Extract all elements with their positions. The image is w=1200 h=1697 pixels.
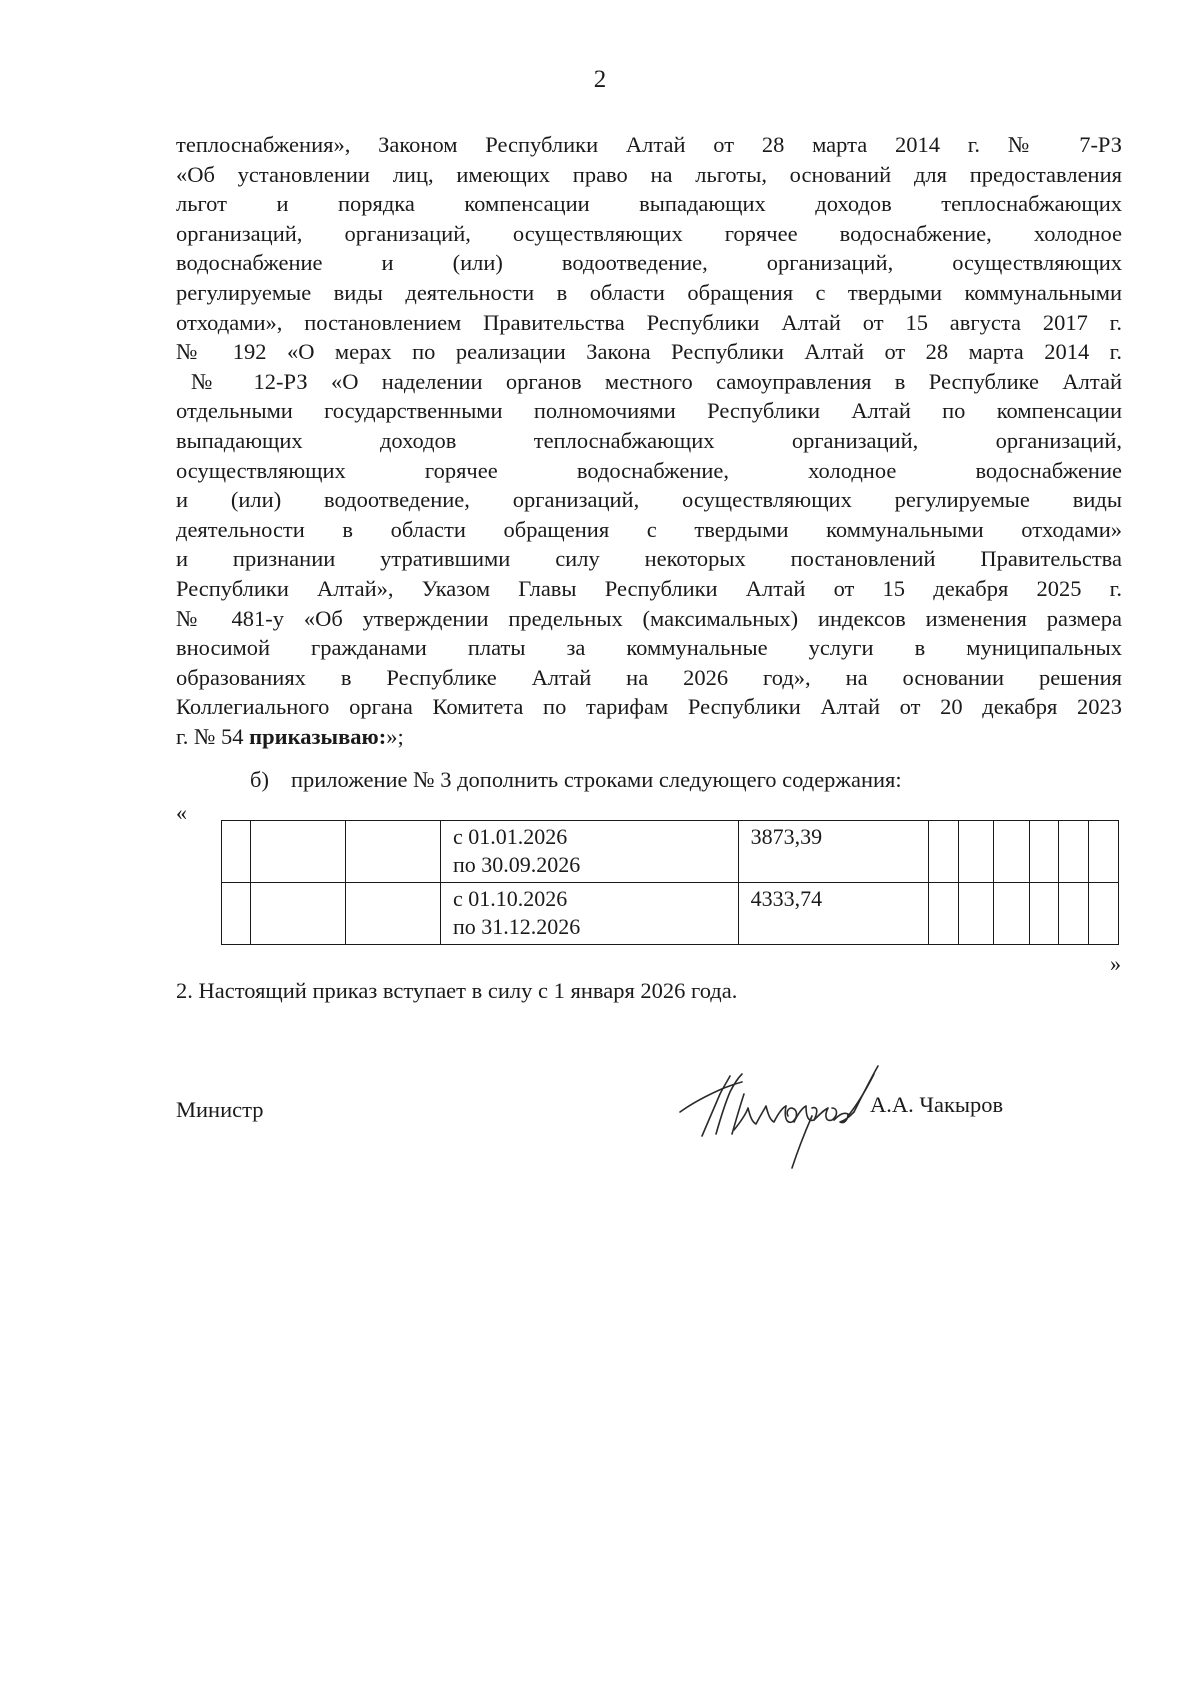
text-line: отдельными государственными полномочиями Республики Алтай по компенсации [176, 398, 1122, 424]
text-line: № 12-РЗ «О наделении органов местного самоуправления в Республике Алтай [191, 368, 1122, 394]
text-line-final [176, 722, 1122, 752]
text-line: вносимой гражданами платы за коммунальные услуги в муниципальных [176, 635, 1122, 661]
text-line: и (или) водоотведение, организаций, осуществляющих регулируемые виды [176, 487, 1122, 513]
text-line: № 192 «О мерах по реализации Закона Республики Алтай от 28 марта 2014 г. [176, 339, 1122, 365]
table-cell [1088, 883, 1119, 945]
table-cell [251, 821, 345, 883]
table-cell [994, 883, 1030, 945]
closing-quote-semicolon: »; [386, 723, 404, 749]
sub-item-marker: б) [250, 767, 269, 792]
decree-paragraph [176, 130, 1122, 751]
text-line: «Об установлении лиц, имеющих право на льготы, оснований для предоставления [176, 161, 1122, 187]
period-from: с 01.01.2026 [452, 824, 568, 849]
text-line: теплоснабжения», Законом Республики Алтай от 28 марта 2014 г. № 7-РЗ [176, 132, 1122, 157]
text-line: Коллегиального органа Комитета по тарифам Республики Алтай от 20 декабря 2023 [176, 694, 1122, 720]
table-close-quote: » [1110, 951, 1121, 976]
signer-title: Министр [176, 1097, 264, 1122]
period-cell [440, 883, 738, 945]
table-cell [251, 883, 345, 945]
decree-keyword: приказываю: [249, 723, 387, 749]
table-cell [1059, 821, 1088, 883]
order-number-text: г. № 54 [176, 723, 250, 749]
table-cell [1029, 883, 1058, 945]
appendix-rows-table [221, 820, 1119, 945]
table-cell [994, 821, 1030, 883]
text-line: образованиях в Республике Алтай на 2026 год», на основании решения [176, 664, 1122, 690]
period-cell [440, 821, 738, 883]
table-cell [958, 883, 994, 945]
value-cell: 3873,39 [738, 821, 929, 883]
text-line: деятельности в области обращения с твердыми коммунальными отходами» [176, 516, 1122, 542]
text-line: отходами», постановлением Правительства Республики Алтай от 15 августа 2017 г. [176, 309, 1122, 335]
page-number: 2 [593, 66, 607, 93]
sub-item-b [250, 767, 902, 793]
text-line: Республики Алтай», Указом Главы Республики Алтай от 15 декабря 2025 г. [176, 575, 1122, 601]
table-cell [222, 821, 251, 883]
table-cell [1088, 821, 1119, 883]
text-line: № 481-у «Об утверждении предельных (максимальных) индексов изменения размера [176, 605, 1122, 631]
table-open-quote: « [176, 800, 187, 825]
table-cell [958, 821, 994, 883]
table-row [222, 883, 1119, 945]
table-cell [222, 883, 251, 945]
value-cell: 4333,74 [738, 883, 929, 945]
text-line: льгот и порядка компенсации выпадающих доходов теплоснабжающих [176, 191, 1122, 217]
table-cell [929, 821, 958, 883]
table-row [222, 821, 1119, 883]
table-cell [1029, 821, 1058, 883]
period-to: по 31.12.2026 [452, 914, 581, 939]
text-line: и признании утратившими силу некоторых постановлений Правительства [176, 546, 1122, 572]
period-from: с 01.10.2026 [452, 886, 568, 911]
item-two-effective-date: 2. Настоящий приказ вступает в силу с 1 января 2026 года. [176, 978, 738, 1003]
table-cell [1059, 883, 1088, 945]
text-line: водоснабжение и (или) водоотведение, организаций, осуществляющих [176, 250, 1122, 276]
text-line: организаций, организаций, осуществляющих горячее водоснабжение, холодное [176, 220, 1122, 246]
text-line: выпадающих доходов теплоснабжающих организаций, организаций, [176, 427, 1122, 453]
table-cell [345, 821, 440, 883]
period-to: по 30.09.2026 [452, 852, 581, 877]
table-cell [929, 883, 958, 945]
text-line: осуществляющих горячее водоснабжение, холодное водоснабжение [176, 457, 1122, 483]
handwritten-signature [672, 1050, 882, 1180]
table-cell [345, 883, 440, 945]
signer-name: А.А. Чакыров [870, 1092, 1004, 1117]
sub-item-text: приложение № 3 дополнить строками следующего содержания: [290, 767, 902, 792]
text-line: регулируемые виды деятельности в области обращения с твердыми коммунальными [176, 279, 1122, 305]
